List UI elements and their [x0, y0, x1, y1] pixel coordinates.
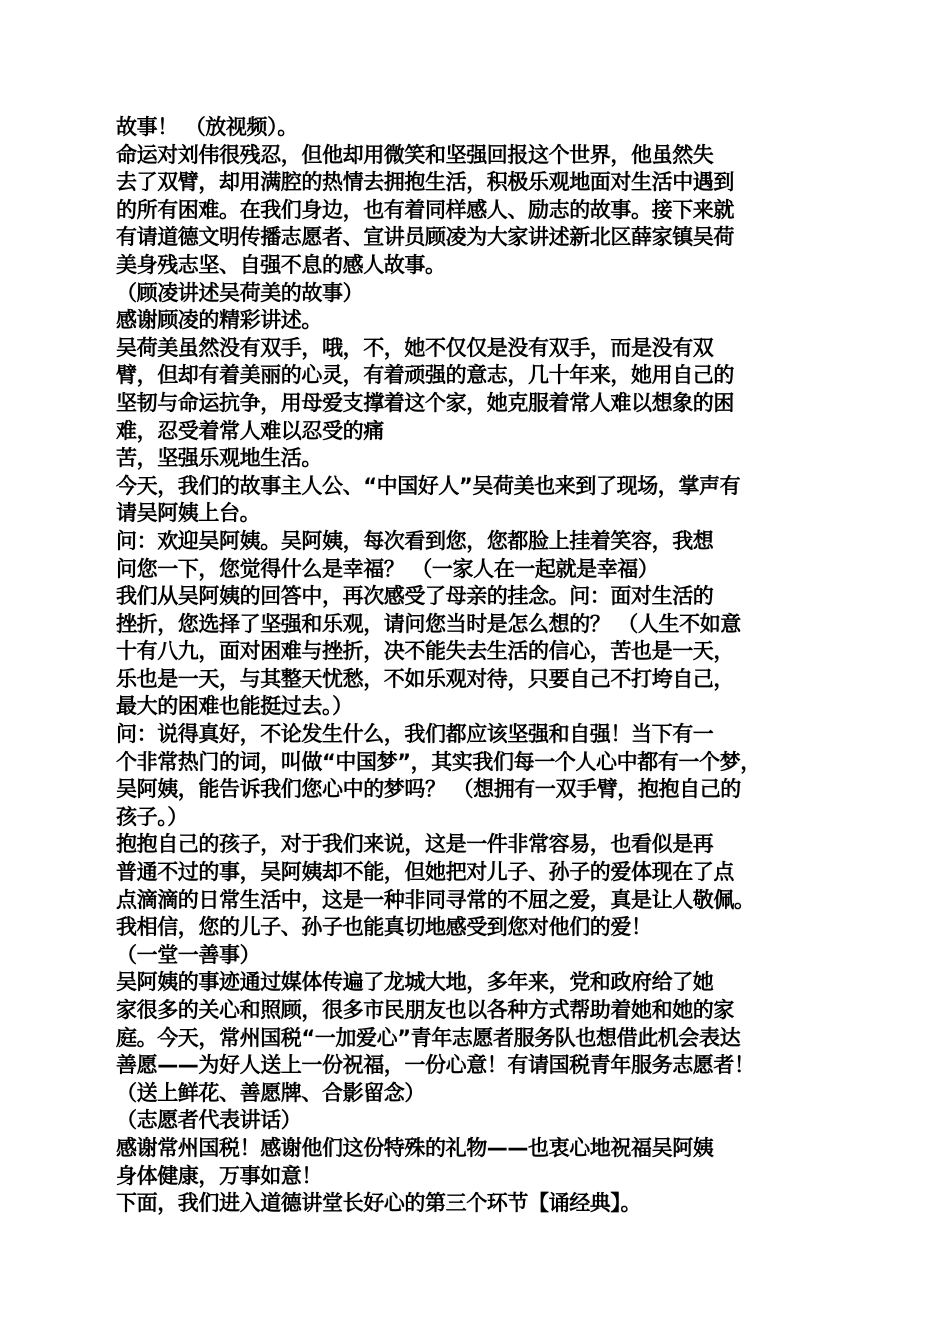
- text-line: 家很多的关心和照顾，很多市民朋友也以各种方式帮助着她和她的家: [116, 998, 734, 1022]
- text-line: （志愿者代表讲话）: [116, 1108, 302, 1133]
- text-line: 普通不过的事，吴阿姨却不能，但她把对儿子、孙子的爱体现在了点: [116, 860, 734, 885]
- text-line: 我们从吴阿姨的回答中，再次感受了母亲的挂念。问：面对生活的: [116, 584, 714, 609]
- text-line: 庭。今天，常州国税“一加爱心”青年志愿者服务队也想借此机会表达: [116, 1025, 741, 1050]
- text-line: 吴荷美虽然没有双手，哦，不，她不仅仅是没有双手，而是没有双: [116, 335, 714, 360]
- text-line: 臂，但却有着美丽的心灵，有着顽强的意志，几十年来，她用自己的: [116, 363, 734, 388]
- text-line: 我相信，您的儿子、孙子也能真切地感受到您对他们的爱！: [116, 915, 652, 940]
- text-line: 个非常热门的词，叫做“中国梦”，其实我们每一个人心中都有一个梦，: [116, 749, 761, 774]
- text-line: 苦，坚强乐观地生活。: [116, 446, 322, 471]
- text-line: 最大的困难也能挺过去。）: [116, 694, 353, 719]
- text-line: 今天，我们的故事主人公、“中国好人”吴荷美也来到了现场，掌声有: [116, 473, 741, 498]
- text-line: 点滴滴的日常生活中，这是一种非同寻常的不屈之爱，真是让人敬佩。: [116, 887, 755, 912]
- text-line: 美身残志坚、自强不息的感人故事。: [116, 252, 446, 277]
- text-line: 请吴阿姨上台。: [116, 501, 261, 526]
- text-line: 故事！ （放视频）。: [116, 115, 298, 139]
- text-line: 身体健康，万事如意！: [116, 1163, 322, 1188]
- document-body: [116, 114, 856, 1218]
- text-line: （送上鲜花、善愿牌、合影留念）: [116, 1080, 425, 1105]
- text-line: 的所有困难。在我们身边，也有着同样感人、励志的故事。接下来就: [116, 197, 734, 222]
- text-line: （一堂一善事）: [116, 942, 261, 967]
- text-line: 挫折，您选择了坚强和乐观，请问您当时是怎么想的？ （人生不如意: [116, 611, 741, 636]
- text-line: 难，忍受着常人难以忍受的痛: [116, 418, 384, 443]
- text-line: 善愿——为好人送上一份祝福，一份心意！有请国税青年服务志愿者！: [116, 1053, 755, 1078]
- text-line: 问您一下，您觉得什么是幸福？ （一家人在一起就是幸福）: [116, 556, 659, 581]
- text-line: 十有八九，面对困难与挫折，决不能失去生活的信心，苦也是一天，: [116, 639, 734, 664]
- text-line: 命运对刘伟很残忍，但他却用微笑和坚强回报这个世界，他虽然失: [116, 142, 714, 167]
- text-line: 吴阿姨，能告诉我们您心中的梦吗？ （想拥有一双手臂，抱抱自己的: [116, 777, 741, 802]
- text-line: 问：欢迎吴阿姨。吴阿姨，每次看到您，您都脸上挂着笑容，我想: [116, 528, 714, 553]
- text-line: 下面，我们进入道德讲堂长好心的第三个环节【诵经典】。: [116, 1191, 642, 1216]
- text-line: 去了双臂，却用满腔的热情去拥抱生活，积极乐观地面对生活中遇到: [116, 170, 734, 195]
- text-line: 有请道德文明传播志愿者、宣讲员顾凌为大家讲述新北区薛家镇吴荷: [116, 225, 734, 250]
- text-line: 感谢顾凌的精彩讲述。: [116, 308, 322, 333]
- text-line: （顾凌讲述吴荷美的故事）: [116, 280, 364, 305]
- text-line: 吴阿姨的事迹通过媒体传遍了龙城大地，多年来，党和政府给了她: [116, 970, 714, 995]
- text-line: 坚韧与命运抗争，用母爱支撑着这个家，她克服着常人难以想象的困: [116, 390, 734, 415]
- text-line: 感谢常州国税！感谢他们这份特殊的礼物——也衷心地祝福吴阿姨: [116, 1135, 714, 1160]
- text-line: 抱抱自己的孩子，对于我们来说，这是一件非常容易，也看似是再: [116, 832, 714, 857]
- text-line: 孩子。）: [116, 804, 188, 829]
- text-line: 问：说得真好，不论发生什么，我们都应该坚强和自强！当下有一: [116, 722, 714, 747]
- text-line: 乐也是一天，与其整天忧愁，不如乐观对待，只要自己不打垮自己，: [116, 666, 734, 691]
